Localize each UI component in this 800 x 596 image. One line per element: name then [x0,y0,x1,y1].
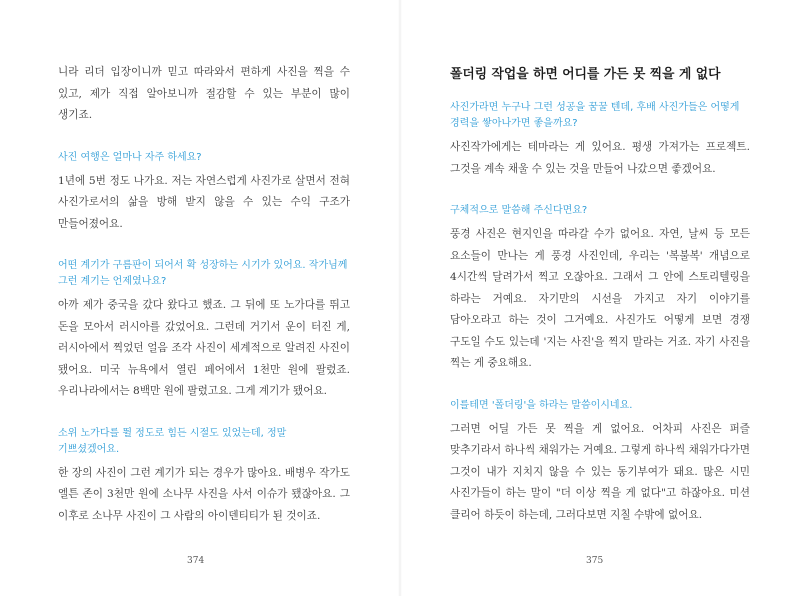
page-number-left: 374 [187,556,205,566]
answer-paragraph: 1년에 5번 정도 나가요. 저는 자연스럽게 사진가로 살면서 전혀 사진가로서의 삶을 방해 받지 않을 수 있는 수익 구조가 만들어졌어요. [58,174,350,230]
answer-paragraph: 풍경 사진은 현지인을 따라갈 수가 없어요. 자연, 날씨 등 모든 요소들이 만나는 게 풍경 사진인데, 우리는 '복불복' 개념으로 4시간씩 달려가서 찍고 오잖아요. 그래서 그 안에 스토리텔링을 하라는 거예요. 자기만의 시선을 가지고 자기 이야기를 담아오라고 하는 것이 그거예요. 사진가도 어떻게 보면 경쟁 구도일 수도 있는데 '지는 사진'을 찍지 말라는 거죠. 자기 사진을 찍는 게 중요해요. [450,228,750,369]
interview-question: 소위 노가다를 뛸 정도로 힘든 시절도 있었는데, 정말 기쁘셨겠어요. [58,427,287,455]
answer-paragraph: 한 장의 사진이 그런 계기가 되는 경우가 많아요. 배병우 작가도 엘튼 존이 3천만 원에 소나무 사진을 사서 이슈가 됐잖아요. 그 이후로 소나무 사진이 그 사람의 아이덴티티가 된 것이죠. [58,466,350,522]
right-page [400,0,800,596]
interview-question: 구체적으로 말씀해 주신다면요? [450,205,588,216]
interview-question: 이를테면 '폴더링'을 하라는 말씀이시네요. [450,399,633,411]
interview-question: 어떤 계기가 구름판이 되어서 확 성장하는 시기가 있어요. 작가님께 그런 계기는 언제였나요? [58,260,348,287]
answer-paragraph: 아까 제가 중국을 갔다 왔다고 했죠. 그 뒤에 또 노가다를 뛰고 돈을 모아서 러시아를 갔었어요. 그런데 거기서 운이 터진 게, 러시아에서 찍었던 얼음 조각 사진이 세계적으로 알려진 사진이 됐어요. 미국 뉴욕에서 열린 페어에서 1천만 원에 팔렸죠. 우리나라에서는 8백만 원에 팔렸고요. 그게 계기가 됐어요. [58,299,350,397]
answer-paragraph: 사진작가에게는 테마라는 게 있어요. 평생 가져가는 프로젝트. 그것을 계속 채울 수 있는 것을 만들어 나갔으면 좋겠어요. [450,141,750,175]
section-heading: 폴더링 작업을 하면 어디를 가든 못 찍을 게 없다 [450,67,721,82]
page-number-right: 375 [586,556,604,566]
interview-question: 사진가라면 누구나 그런 성공을 꿈꿀 텐데, 후배 사진가들은 어떻게 경력을 쌓아나가면 좋을까요? [450,102,740,129]
interview-question: 사진 여행은 얼마나 자주 하세요? [58,151,202,163]
answer-paragraph: 니라 리더 입장이니까 믿고 따라와서 편하게 사진을 찍을 수 있고, 제가 직접 알아보니까 절감할 수 있는 부분이 많이 생기죠. [58,66,350,121]
answer-paragraph: 그러면 어딜 가든 못 찍을 게 없어요. 어차피 사진은 퍼즐 맞추기라서 하나씩 채워가는 거예요. 그렇게 하나씩 채워가다가면 그것이 내가 지치지 않을 수 있는 동기부여가 돼요. 많은 시민 사진가들이 하는 말이 "더 이상 찍을 게 없다"고 하잖아요. 미션 클리어 하듯이 하는데, 그러다보면 지칠 수밖에 없어요. [450,422,750,521]
right-page-content [450,62,750,549]
left-page-content [58,62,350,550]
